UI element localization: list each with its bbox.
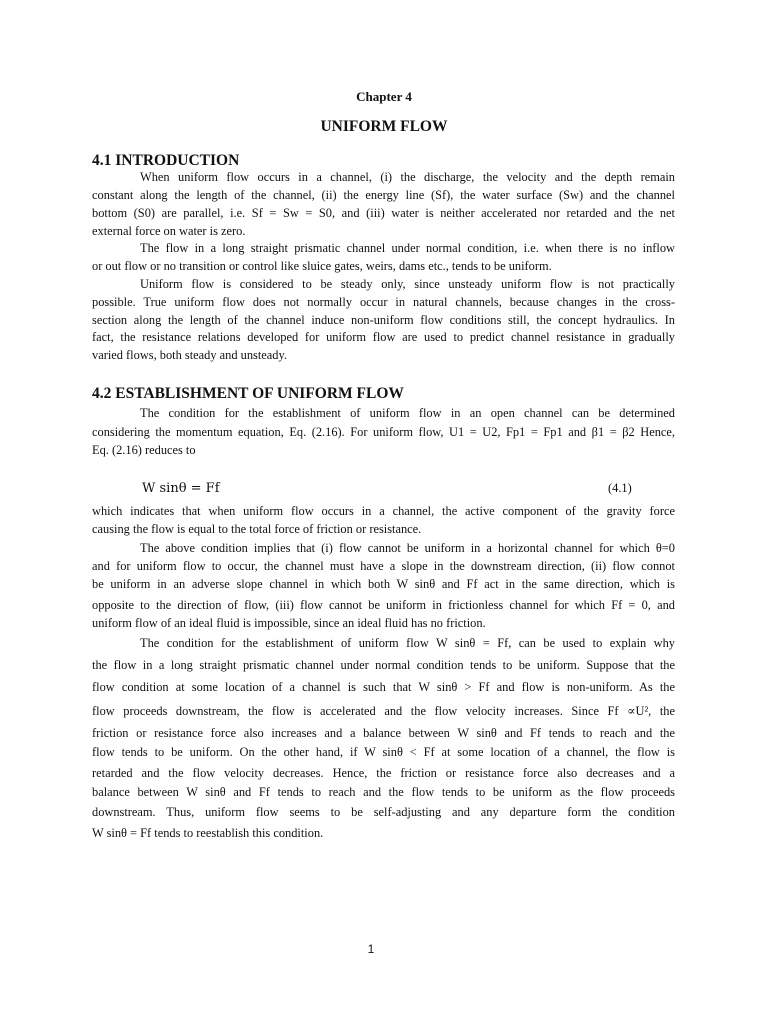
text-line: flow proceeds downstream, the flow is accelerated and the flow velocity increases. Since Ff ∝U², the — [92, 704, 675, 718]
section-heading-introduction: 4.1 INTRODUCTION — [92, 152, 240, 169]
text-line: Uniform flow is considered to be steady only, since unsteady uniform flow is not practically — [140, 277, 675, 291]
text-line: The flow in a long straight prismatic channel under normal condition, i.e. when there is no inflow — [140, 241, 675, 255]
text-line: and for uniform flow to occur, the channel must have a slope in the downstream direction, (ii) flow connot — [92, 559, 675, 573]
text-line: section along the length of the channel induce non-uniform flow conditions still, the concept hydraulics. In — [92, 313, 675, 327]
text-line: The above condition implies that (i) flow cannot be uniform in a horizontal channel for which θ=0 — [140, 541, 675, 555]
text-line: flow condition at some location of a channel is such that W sinθ > Ff and flow is non-uniform. As the — [92, 680, 675, 694]
text-line: bottom (S0) are parallel, i.e. Sf = Sw = S0, and (iii) water is neither accelerated nor retarded and the net — [92, 206, 675, 220]
page-number: 1 — [367, 942, 375, 956]
text-line: retarded and the flow velocity decreases. Hence, the friction or resistance force also decreases and a — [92, 766, 675, 780]
text-line: downstream. Thus, uniform flow seems to be self-adjusting and any departure form the condition — [92, 805, 675, 819]
section-heading-establishment: 4.2 ESTABLISHMENT OF UNIFORM FLOW — [92, 385, 404, 402]
text-line: uniform flow of an ideal fluid is impossible, since an ideal fluid has no friction. — [92, 616, 486, 630]
text-line: be uniform in an adverse slope channel in which both W sinθ and Ff act in the same direction, which is — [92, 577, 675, 591]
text-line: flow tends to be uniform. On the other hand, if W sinθ < Ff at some location of a channel, the flow is — [92, 745, 675, 759]
text-line: fact, the resistance relations developed for uniform flow are used to predict channel resistance in gradually — [92, 330, 675, 344]
text-line: W sinθ = Ff tends to reestablish this condition. — [92, 826, 324, 840]
equation-4-1: W sinθ = Ff — [142, 481, 220, 496]
page-title: UNIFORM FLOW — [320, 118, 448, 135]
text-line: or out flow or no transition or control like sluice gates, weirs, dams etc., tends to be uniform. — [92, 259, 552, 273]
text-line: The condition for the establishment of uniform flow W sinθ = Ff, can be used to explain why — [140, 636, 675, 650]
text-line: constant along the length of the channel, (ii) the energy line (Sf), the water surface (Sw) and the channel — [92, 188, 675, 202]
text-line: which indicates that when uniform flow occurs in a channel, the active component of the gravity force — [92, 504, 675, 518]
text-line: When uniform flow occurs in a channel, (i) the discharge, the velocity and the depth remain — [140, 170, 675, 184]
text-line: possible. True uniform flow does not normally occur in natural channels, because changes in the cross- — [92, 295, 675, 309]
text-line: causing the flow is equal to the total force of friction or resistance. — [92, 522, 422, 536]
text-line: considering the momentum equation, Eq. (2.16). For uniform flow, U1 = U2, Fp1 = Fp1 and β1 = β2 Hence, — [92, 425, 675, 439]
text-line: friction or resistance force also increases and a balance between W sinθ and Ff tends to reach and the — [92, 726, 675, 740]
text-line: the flow in a long straight prismatic channel under normal condition tends to be uniform. Suppose that the — [92, 658, 675, 672]
text-line: balance between W sinθ and Ff tends to reach and the flow tends to be uniform as the flow proceeds — [92, 785, 675, 799]
text-line: Eq. (2.16) reduces to — [92, 443, 196, 457]
text-line: external force on water is zero. — [92, 224, 246, 238]
text-line: The condition for the establishment of uniform flow in an open channel can be determined — [140, 406, 675, 420]
text-line: varied flows, both steady and unsteady. — [92, 348, 287, 362]
chapter-label: Chapter 4 — [356, 89, 412, 104]
equation-number: (4.1) — [608, 481, 632, 495]
text-line: opposite to the direction of flow, (iii) flow cannot be uniform in frictionless channel for which Ff = 0, and — [92, 598, 675, 612]
